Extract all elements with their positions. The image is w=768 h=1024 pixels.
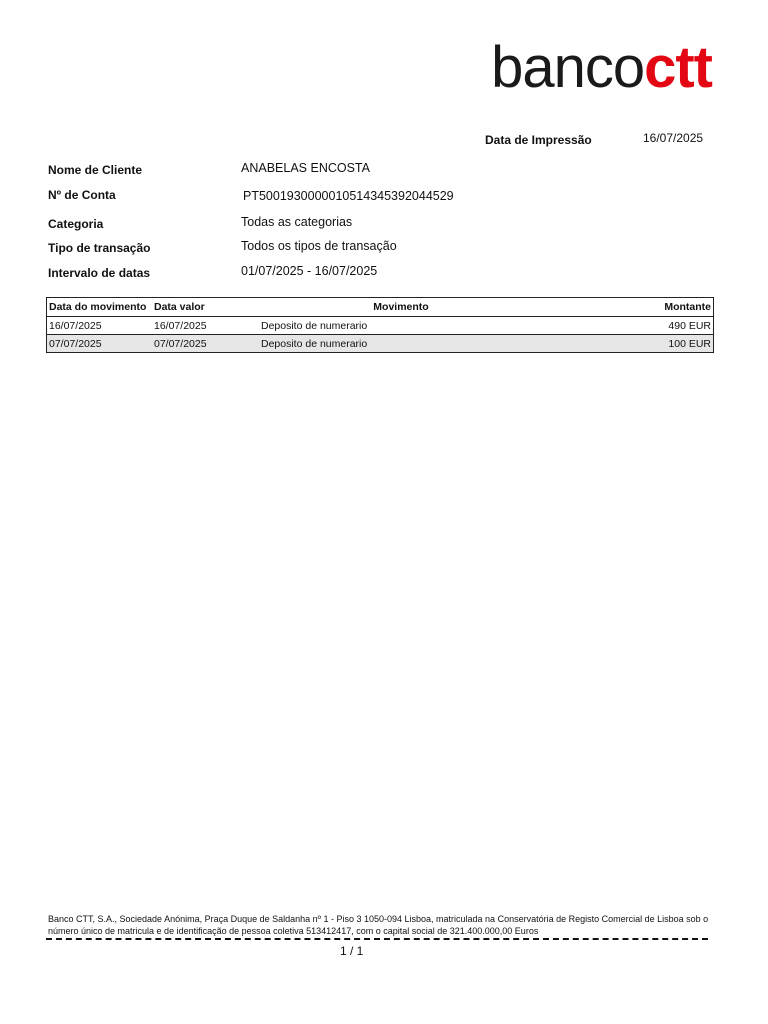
info-value: 01/07/2025 - 16/07/2025 — [241, 264, 378, 278]
col-header-amount: Montante — [543, 298, 714, 317]
print-date-label: Data de Impressão — [485, 133, 592, 147]
legal-footer-text: Banco CTT, S.A., Sociedade Anónima, Praça Duque de Saldanha nº 1 - Piso 3 1050-094 Lisboa, matriculada na Conservatória de Registo Comercial de Lisboa sob o número único de matricula e de identificação de pessoa coletiva 513412417, com o capital social de 321.400.000,00 Euros — [48, 914, 709, 936]
cell-movement: Deposito de numerario — [259, 335, 543, 353]
info-value: PT5001930000010514345392044529 — [243, 189, 454, 203]
info-label: Nº de Conta — [48, 188, 116, 202]
info-label: Tipo de transação — [48, 241, 151, 255]
logo-text-banco: banco — [491, 35, 645, 100]
info-value: ANABELAS ENCOSTA — [241, 161, 370, 175]
info-label: Nome de Cliente — [48, 163, 143, 177]
print-date-value: 16/07/2025 — [643, 131, 704, 145]
info-value: Todos os tipos de transação — [241, 239, 397, 253]
col-header-movement-date: Data do movimento — [47, 298, 153, 317]
col-header-value-date: Data valor — [152, 298, 259, 317]
cell-movement: Deposito de numerario — [259, 317, 543, 335]
cell-amount: 490 EUR — [543, 317, 714, 335]
info-label: Categoria — [48, 217, 104, 231]
info-label: Intervalo de datas — [48, 266, 151, 280]
cell-value-date: 07/07/2025 — [152, 335, 259, 353]
movements-table — [46, 297, 714, 353]
table-row — [47, 335, 714, 353]
cell-amount: 100 EUR — [543, 335, 714, 353]
bank-logo — [491, 35, 712, 100]
table-header-row — [47, 298, 714, 317]
logo-text-ctt: ctt — [644, 35, 712, 100]
cell-movement-date: 07/07/2025 — [47, 335, 153, 353]
table-row — [47, 317, 714, 335]
cell-movement-date: 16/07/2025 — [47, 317, 153, 335]
cell-value-date: 16/07/2025 — [152, 317, 259, 335]
info-value: Todas as categorias — [241, 215, 353, 229]
page-number: 1 / 1 — [340, 944, 364, 958]
col-header-movement: Movimento — [259, 298, 543, 317]
footer-divider — [46, 938, 708, 940]
